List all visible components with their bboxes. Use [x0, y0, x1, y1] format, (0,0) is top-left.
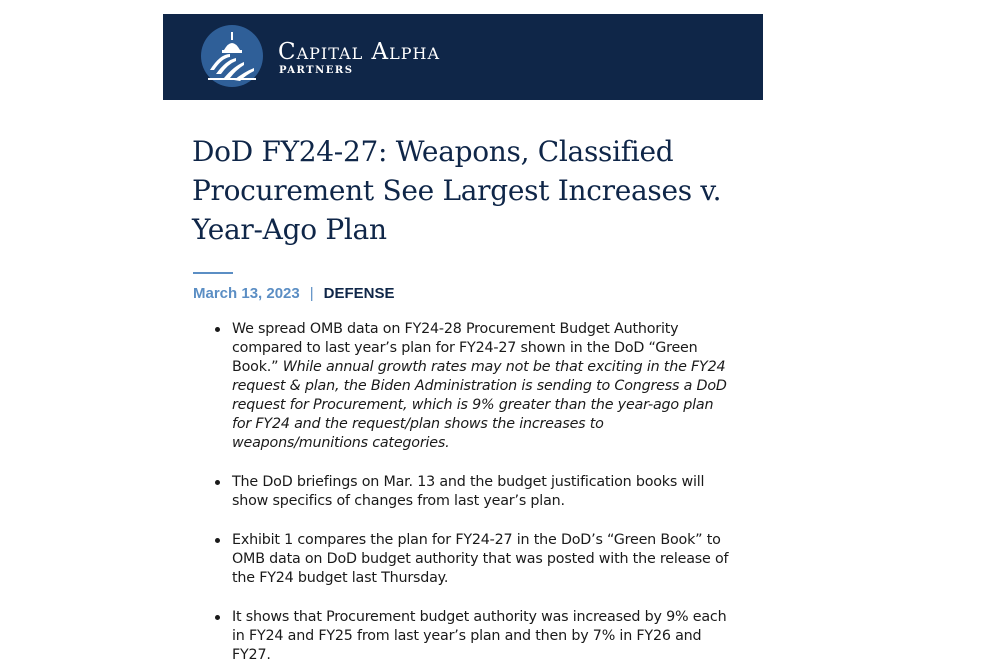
brand-name: Capital Alpha [278, 39, 441, 65]
bullet-icon [215, 327, 220, 332]
article-date: March 13, 2023 [193, 285, 300, 302]
capitol-dome-icon[interactable] [200, 24, 264, 88]
bullet-icon [215, 615, 220, 620]
list-item [232, 320, 732, 453]
bullet-text: We spread OMB data on FY24-28 Procurement Budget Authority compared to last year’s plan for FY24-27 shown in the DoD “Green Book.” [232, 321, 698, 375]
bullet-text: Exhibit 1 compares the plan for FY24-27 in the DoD’s “Green Book” to OMB data on DoD budget authority that was posted with the release of the FY24 budget last Thursday. [232, 532, 729, 586]
bullet-list [232, 320, 732, 670]
article-category[interactable]: DEFENSE [323, 285, 395, 302]
bullet-text-italic: While annual growth rates may not be that exciting in the FY24 request & plan, the Biden Administration is sending to Congress a DoD request for Procurement, which is 9% greater than the year-ago plan for FY24 and the request/plan shows the increases to weapons/munitions categories. [232, 359, 727, 451]
article-meta [193, 285, 395, 302]
brand-subtitle: PARTNERS [279, 65, 354, 76]
article-title: DoD FY24-27: Weapons, Classified Procurement See Largest Increases v. Year-Ago Plan [192, 135, 722, 246]
bullet-text: It shows that Procurement budget authority was increased by 9% each in FY24 and FY25 from last year’s plan and then by 7% in FY26 and FY27. [232, 609, 727, 663]
bullet-icon [215, 538, 220, 543]
bullet-text: The DoD briefings on Mar. 13 and the budget justification books will show specifics of changes from last year’s plan. [232, 474, 705, 509]
list-item [232, 473, 732, 511]
bullet-icon [215, 480, 220, 485]
meta-separator: | [309, 285, 314, 302]
title-divider [193, 272, 233, 274]
header-banner [163, 14, 763, 100]
list-item [232, 531, 732, 588]
list-item [232, 608, 732, 665]
